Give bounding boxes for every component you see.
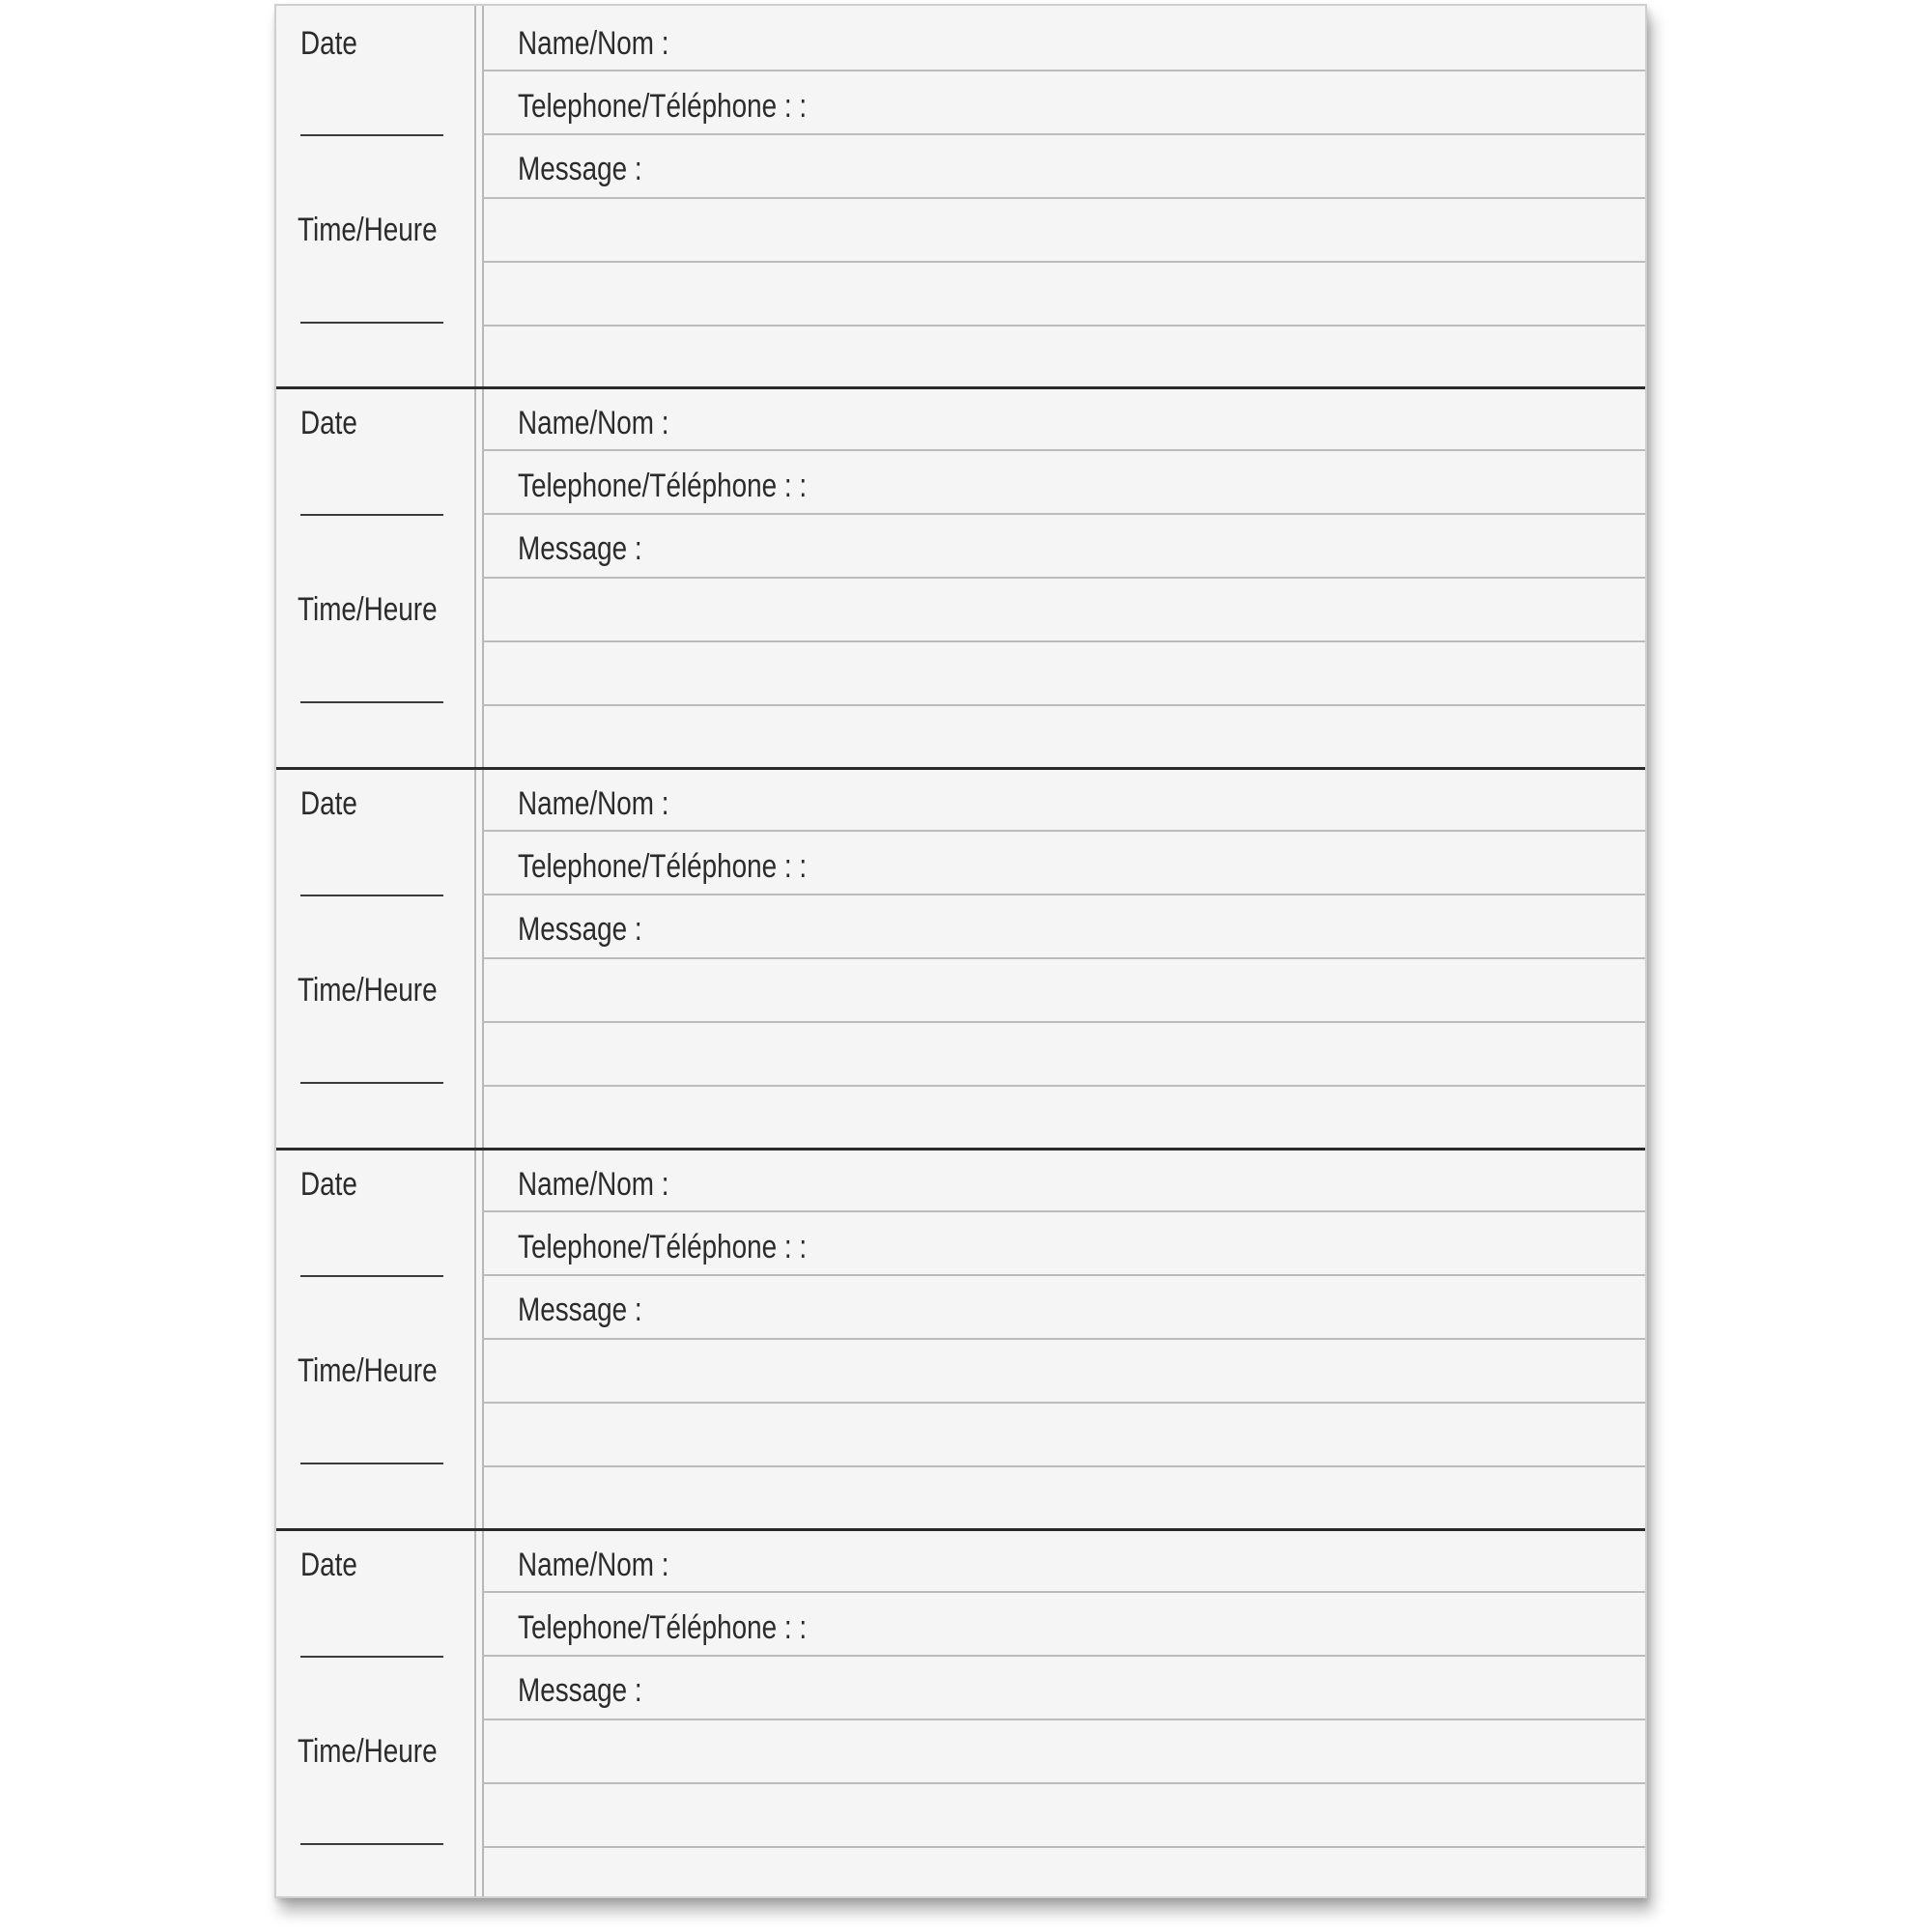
time-label: Time/Heure — [298, 1352, 438, 1389]
date-label: Date — [300, 785, 357, 822]
date-field[interactable] — [300, 895, 443, 896]
margin-line — [482, 1531, 484, 1896]
name-field[interactable] — [483, 449, 1645, 451]
name-label: Name/Nom : — [518, 1547, 669, 1583]
message-label: Message : — [518, 1292, 642, 1328]
margin-line — [474, 6, 476, 386]
message-line[interactable] — [483, 1338, 1645, 1340]
phone-field[interactable] — [483, 894, 1645, 895]
message-label: Message : — [518, 530, 642, 567]
message-line[interactable] — [483, 704, 1645, 706]
message-entry — [276, 767, 1645, 1148]
phone-label: Telephone/Téléphone : : — [518, 468, 808, 504]
date-field[interactable] — [300, 1275, 443, 1277]
time-label: Time/Heure — [298, 591, 438, 628]
time-label: Time/Heure — [298, 1733, 438, 1770]
message-line[interactable] — [483, 197, 1645, 199]
date-field[interactable] — [300, 134, 443, 136]
name-label: Name/Nom : — [518, 785, 669, 822]
message-line[interactable] — [483, 1021, 1645, 1023]
message-line[interactable] — [483, 1846, 1645, 1848]
message-entry — [276, 1528, 1645, 1896]
message-line[interactable] — [483, 1782, 1645, 1784]
margin-line — [474, 1531, 476, 1896]
date-label: Date — [300, 1166, 357, 1203]
margin-line — [482, 6, 484, 386]
time-field[interactable] — [300, 1082, 443, 1084]
message-line[interactable] — [483, 261, 1645, 263]
name-field[interactable] — [483, 70, 1645, 71]
message-label: Message : — [518, 1672, 642, 1709]
name-label: Name/Nom : — [518, 25, 669, 62]
date-label: Date — [300, 405, 357, 441]
phone-field[interactable] — [483, 513, 1645, 515]
phone-label: Telephone/Téléphone : : — [518, 1229, 808, 1265]
message-entry — [276, 386, 1645, 767]
message-line[interactable] — [483, 325, 1645, 327]
time-label: Time/Heure — [298, 972, 438, 1009]
time-field[interactable] — [300, 1463, 443, 1464]
time-label: Time/Heure — [298, 212, 438, 248]
phone-field[interactable] — [483, 1274, 1645, 1276]
time-field[interactable] — [300, 322, 443, 324]
message-line[interactable] — [483, 1402, 1645, 1404]
name-label: Name/Nom : — [518, 1166, 669, 1203]
message-line[interactable] — [483, 957, 1645, 959]
message-label: Message : — [518, 911, 642, 948]
phone-label: Telephone/Téléphone : : — [518, 1609, 808, 1646]
message-pad-sheet — [274, 4, 1647, 1898]
name-field[interactable] — [483, 1591, 1645, 1593]
phone-field[interactable] — [483, 133, 1645, 135]
time-field[interactable] — [300, 1843, 443, 1845]
message-line[interactable] — [483, 1719, 1645, 1720]
name-field[interactable] — [483, 1210, 1645, 1212]
message-line[interactable] — [483, 1465, 1645, 1467]
message-line[interactable] — [483, 1085, 1645, 1087]
date-field[interactable] — [300, 1656, 443, 1658]
phone-label: Telephone/Téléphone : : — [518, 848, 808, 885]
message-entry — [276, 6, 1645, 386]
date-field[interactable] — [300, 514, 443, 516]
message-entry — [276, 1148, 1645, 1528]
message-label: Message : — [518, 151, 642, 187]
date-label: Date — [300, 1547, 357, 1583]
margin-line — [474, 389, 476, 767]
name-label: Name/Nom : — [518, 405, 669, 441]
margin-line — [474, 770, 476, 1148]
phone-field[interactable] — [483, 1655, 1645, 1657]
name-field[interactable] — [483, 830, 1645, 832]
phone-label: Telephone/Téléphone : : — [518, 88, 808, 125]
message-line[interactable] — [483, 577, 1645, 579]
margin-line — [474, 1151, 476, 1528]
time-field[interactable] — [300, 701, 443, 703]
message-line[interactable] — [483, 640, 1645, 642]
date-label: Date — [300, 25, 357, 62]
